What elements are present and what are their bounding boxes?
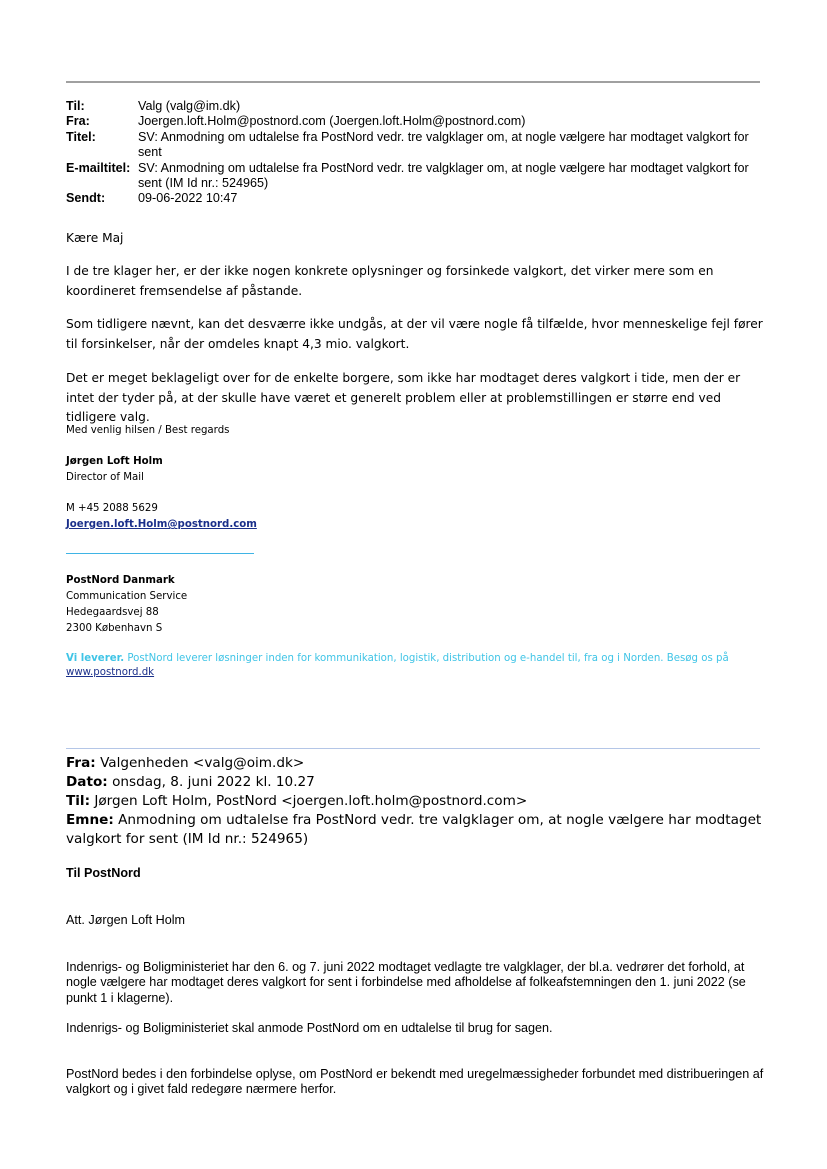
signature-tagline [66, 652, 766, 679]
signature-mobile: M +45 2088 5629 [66, 503, 158, 514]
header-sent-value: 09-06-2022 10:47 [138, 191, 238, 206]
signature-role: Director of Mail [66, 472, 144, 483]
top-divider [66, 81, 760, 83]
reply-paragraph-2: Som tidligere nævnt, kan det desværre ikke undgås, at der vil være nogle få tilfælde, hvor menneskelige fejl fører til forsinkelser, når der omdeles knapt 4,3 mio. valgkort. [66, 317, 763, 351]
original-paragraph-1: Indenrigs- og Boligministeriet har den 6. og 7. juni 2022 modtaget vedlagte tre valgklager, der bl.a. vedrører det forhold, at nogle vælgere har modtaget deres valgkort for sent i forbindelse med afholdelse af folkeafstemningen den 1. juni 2022 (se punkt 1 i klagerne). [66, 960, 746, 1005]
tagline-lead: Vi leverer. [66, 653, 125, 664]
header-sent-row [66, 191, 766, 206]
fwd-date-label: Dato: [66, 774, 108, 790]
header-from-row [66, 114, 766, 129]
signature-company: PostNord Danmark [66, 575, 175, 586]
original-salutation: Til PostNord [66, 866, 141, 880]
header-email-title-row [66, 161, 766, 192]
header-to-value: Valg (valg@im.dk) [138, 99, 241, 113]
forward-divider [66, 748, 760, 749]
signature-closing: Med venlig hilsen / Best regards [66, 425, 230, 436]
header-title-value: SV: Anmodning om udtalelse fra PostNord vedr. tre valgklager om, at nogle vælgere har modtaget valgkort for sent [138, 129, 749, 160]
signature-city: 2300 København S [66, 623, 163, 634]
fwd-subject-value: Anmodning om udtalelse fra PostNord vedr. tre valgklager om, at nogle vælgere har modtaget valgkort for sent (IM Id nr.: 524965) [66, 812, 762, 847]
signature-email-wrap [66, 517, 766, 533]
header-from-value: Joergen.loft.Holm@postnord.com (Joergen.loft.Holm@postnord.com) [138, 114, 526, 129]
signature-name: Jørgen Loft Holm [66, 456, 163, 467]
fwd-date-value: onsdag, 8. juni 2022 kl. 10.27 [112, 774, 315, 790]
tagline-text: PostNord leverer løsninger inden for kommunikation, logistik, distribution og e-handel til, fra og i Norden. Besøg os på [127, 653, 729, 664]
email-header [66, 99, 766, 207]
header-to-label: Til: [66, 99, 85, 113]
header-from-label: Fra: [66, 114, 90, 129]
reply-greeting: Kære Maj [66, 231, 124, 245]
header-email-title-label: E-mailtitel: [66, 160, 131, 175]
reply-paragraph-1: I de tre klager her, er der ikke nogen konkrete oplysninger og forsinkede valgkort, det virker mere som en koordineret fremsendelse af påstande. [66, 264, 714, 298]
original-paragraph-3: PostNord bedes i den forbindelse oplyse, om PostNord er bekendt med uregelmæssigheder forbundet med distribueringen af valgkort og i givet fald redegøre nærmere herfor. [66, 1067, 764, 1097]
fwd-to-label: Til: [66, 793, 91, 809]
signature-street: Hedegaardsvej 88 [66, 607, 159, 618]
fwd-date-row [66, 773, 766, 792]
header-title-label: Titel: [66, 129, 96, 144]
fwd-subject-row [66, 811, 766, 849]
website-link[interactable]: www.postnord.dk [66, 666, 155, 678]
forwarded-header [66, 754, 766, 849]
signature-separator [66, 553, 254, 554]
fwd-from-label: Fra: [66, 755, 96, 771]
reply-paragraph-3: Det er meget beklageligt over for de enkelte borgere, som ikke har modtaget deres valgkort i tide, men der er intet der tyder på, at der skulle have været et generelt problem eller at problemstillingen er større end ved tidligere valg. [66, 371, 741, 424]
header-title-row [66, 130, 766, 161]
fwd-to-row [66, 792, 766, 811]
original-att: Att. Jørgen Loft Holm [66, 913, 185, 927]
header-sent-label: Sendt: [66, 191, 106, 206]
signature-email-link[interactable]: Joergen.loft.Holm@postnord.com [66, 519, 257, 530]
fwd-from-row [66, 754, 766, 773]
header-to-row [66, 99, 766, 114]
original-paragraph-2: Indenrigs- og Boligministeriet skal anmode PostNord om en udtalelse til brug for sagen. [66, 1021, 553, 1035]
fwd-to-value: Jørgen Loft Holm, PostNord <joergen.loft.holm@postnord.com> [94, 793, 528, 809]
fwd-from-value: Valgenheden <valg@oim.dk> [100, 755, 305, 771]
header-email-title-value: SV: Anmodning om udtalelse fra PostNord vedr. tre valgklager om, at nogle vælgere har modtaget valgkort for sent (IM Id nr.: 524965) [138, 160, 749, 191]
signature-dept: Communication Service [66, 591, 188, 602]
fwd-subject-label: Emne: [66, 812, 114, 828]
